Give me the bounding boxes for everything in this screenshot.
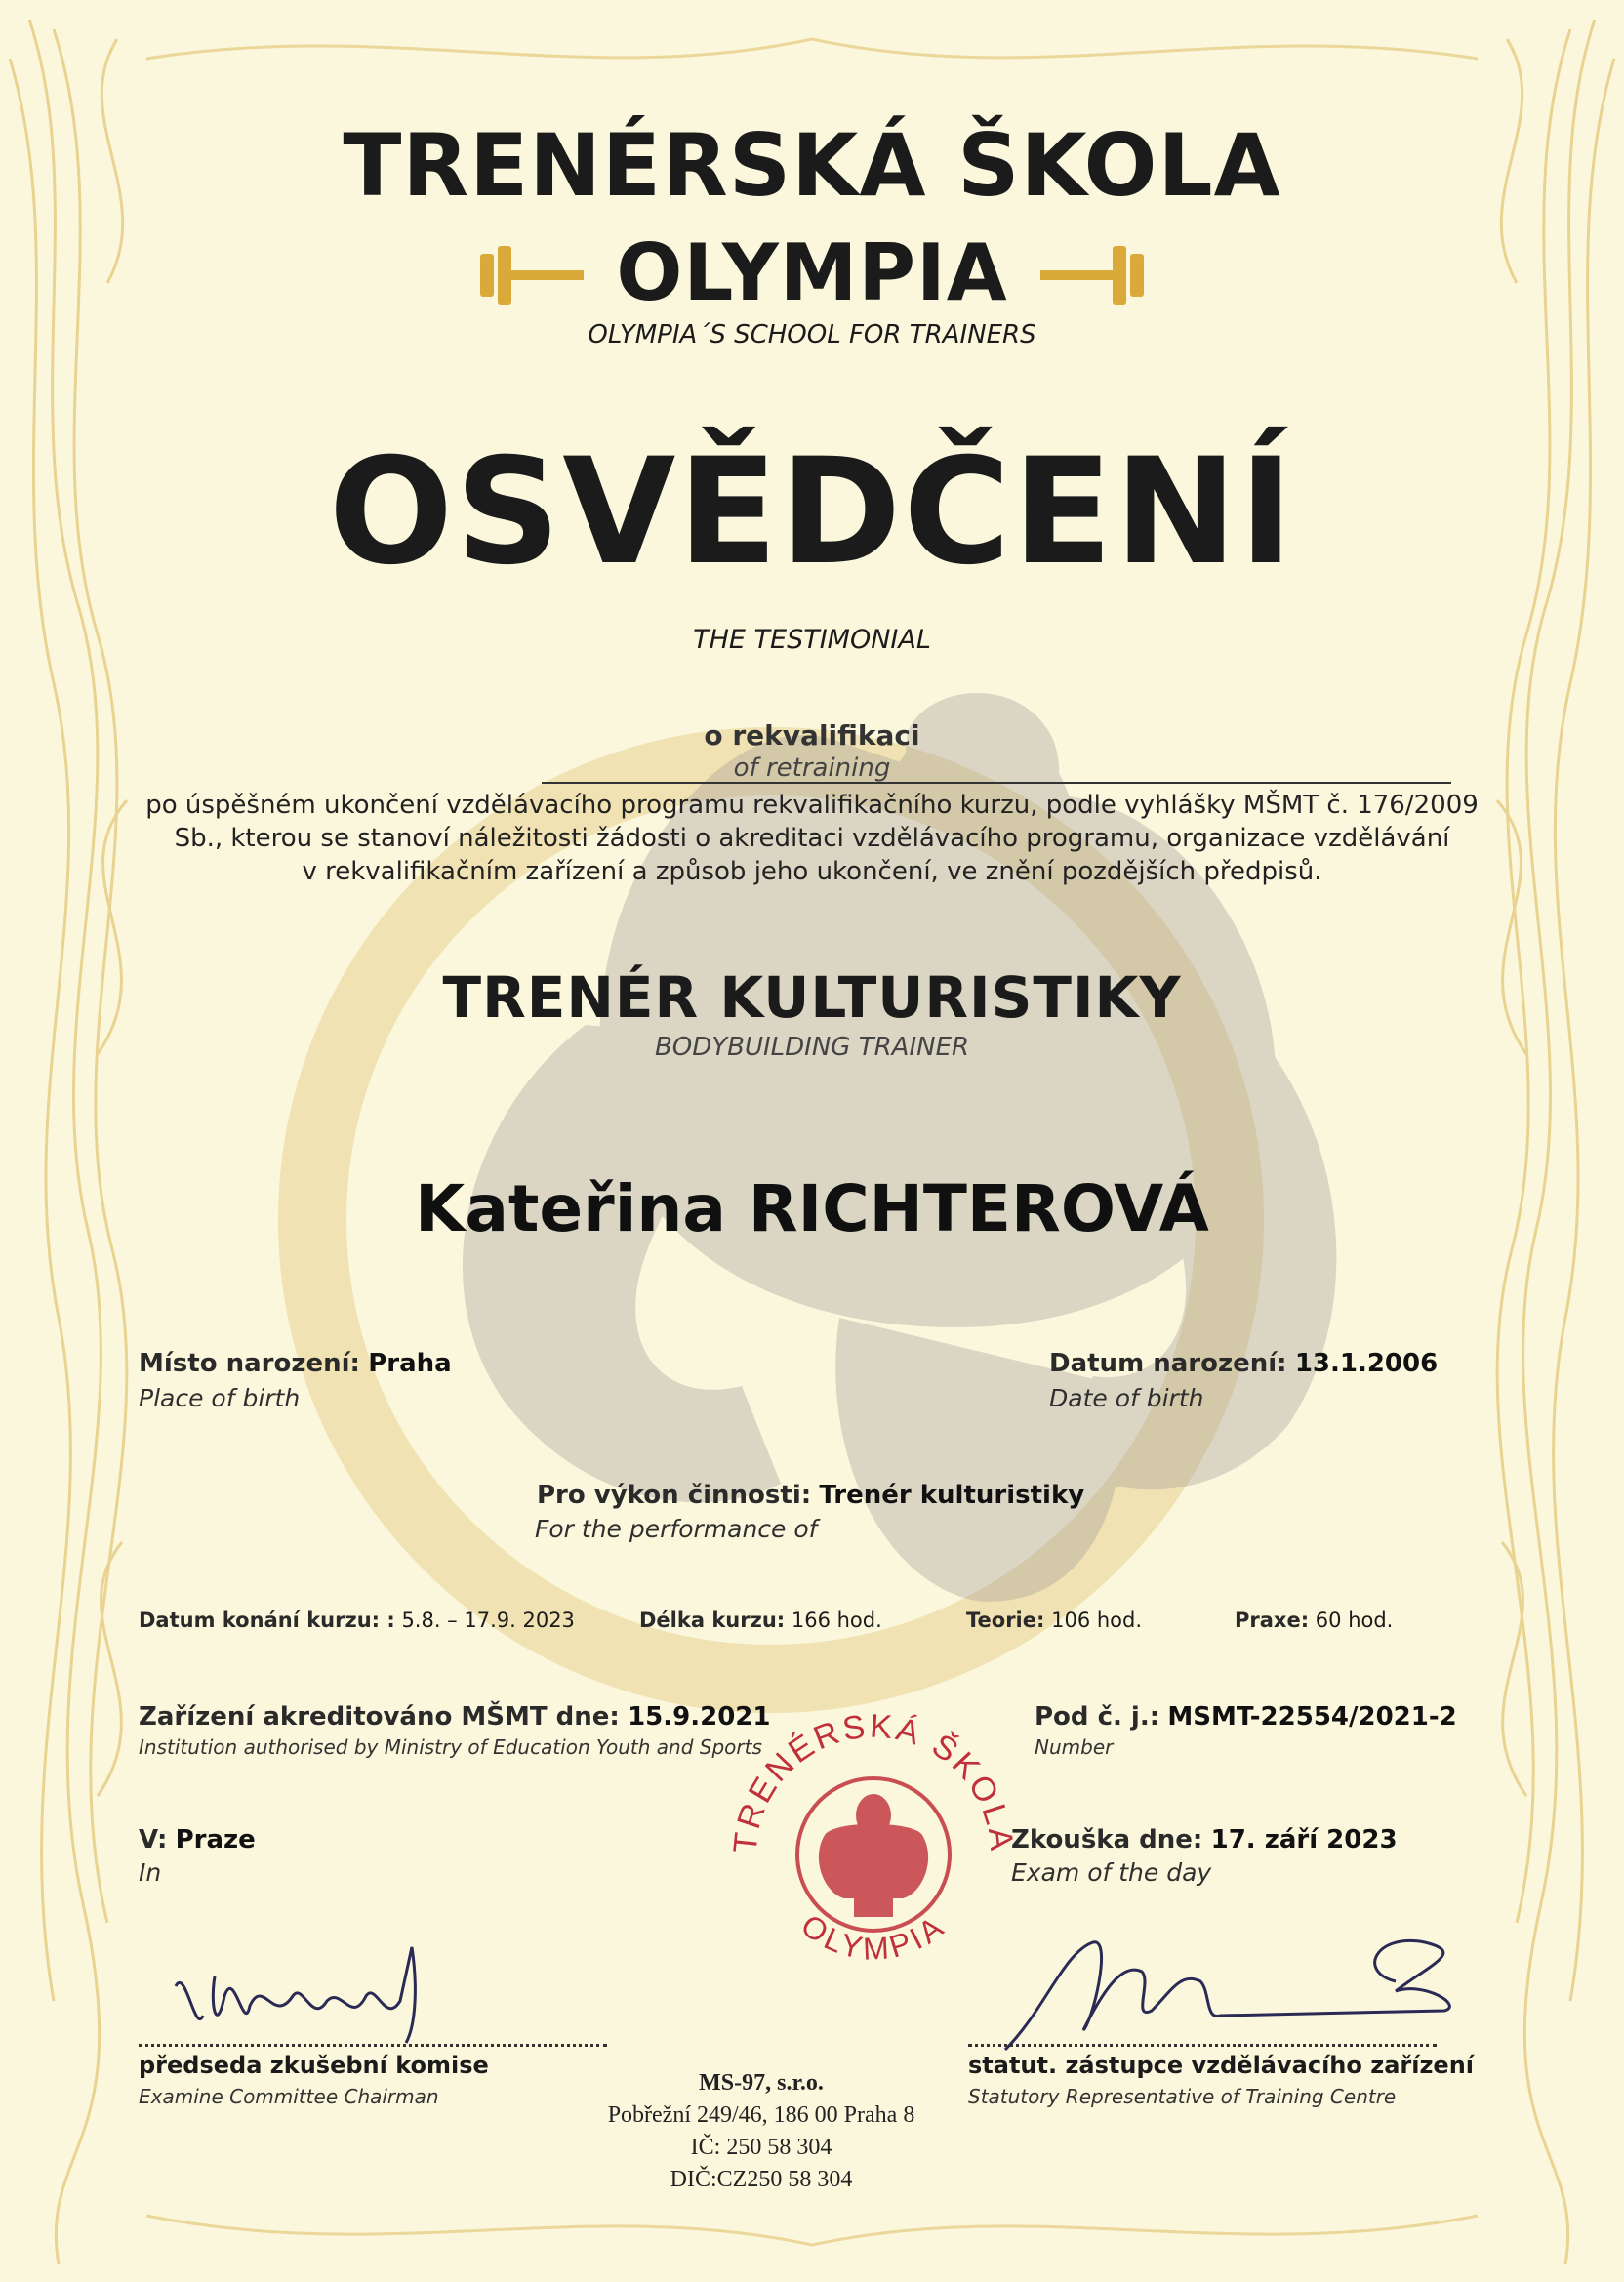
course-dates-label: Datum konání kurzu: : <box>139 1609 395 1632</box>
holder-name: Kateřina RICHTEROVÁ <box>415 1171 1209 1246</box>
accreditation-label-english: Institution authorised by Ministry of Education Youth and Sports <box>139 1735 762 1759</box>
representative-signature-line <box>968 2044 1437 2047</box>
company-block <box>547 2067 976 2196</box>
subject-label-english: of retraining <box>733 754 891 783</box>
activity-field <box>537 1481 1084 1510</box>
qualification-title: TRENÉR KULTURISTIKY <box>442 964 1182 1031</box>
activity-label-english: For the performance of <box>535 1515 818 1543</box>
course-dates-value: 5.8. – 17.9. 2023 <box>401 1609 575 1632</box>
school-name: TRENÉRSKÁ ŠKOLA <box>343 115 1281 216</box>
accreditation-field <box>139 1702 770 1732</box>
birthdate-label: Datum narození: <box>1049 1349 1287 1378</box>
subject-divider <box>542 782 1451 784</box>
company-dic: DIČ:CZ250 58 304 <box>670 2167 853 2192</box>
course-practice <box>1235 1609 1393 1632</box>
reference-number-field <box>1035 1702 1457 1732</box>
course-practice-label: Praxe: <box>1235 1609 1310 1632</box>
course-length-value: 166 hod. <box>791 1609 882 1632</box>
course-length <box>639 1609 882 1632</box>
brand-name: OLYMPIA <box>616 227 1008 318</box>
chairman-title: předseda zkušební komise <box>139 2052 489 2079</box>
course-dates <box>139 1609 575 1632</box>
accreditation-label: Zařízení akreditováno MŠMT dne: <box>139 1702 620 1732</box>
birthdate-label-english: Date of birth <box>1049 1384 1204 1412</box>
birthdate-value: 13.1.2006 <box>1294 1349 1439 1378</box>
chairman-signature-icon <box>156 1928 468 2055</box>
place-field <box>139 1825 256 1854</box>
subject-label: o rekvalifikaci <box>704 719 920 752</box>
representative-title: statut. zástupce vzdělávacího zařízení <box>968 2052 1475 2079</box>
place-label: V: <box>139 1825 168 1854</box>
accreditation-date: 15.9.2021 <box>628 1702 771 1732</box>
certificate-body <box>98 789 1526 888</box>
birthplace-label-english: Place of birth <box>139 1384 301 1412</box>
right-dumbbell-icon <box>1040 246 1148 305</box>
certificate-title-english: THE TESTIMONIAL <box>693 625 931 655</box>
chairman-title-english: Examine Committee Chairman <box>139 2085 439 2108</box>
birthplace-value: Praha <box>368 1349 452 1378</box>
place-label-english: In <box>139 1858 162 1887</box>
stamp-figure-group <box>819 1794 928 1917</box>
course-theory-label: Teorie: <box>966 1609 1045 1632</box>
school-stamp-icon <box>717 1689 1030 2001</box>
place-value: Praze <box>175 1825 256 1854</box>
activity-label: Pro výkon činnosti: <box>537 1481 812 1510</box>
body-line: Sb., kterou se stanoví náležitosti žádosti o akreditaci vzdělávacího programu, organizace vzdělávání <box>174 824 1450 853</box>
birthplace-label: Místo narození: <box>139 1349 360 1378</box>
certificate-title: OSVĚDČENÍ <box>328 428 1296 597</box>
qualification-title-english: BODYBUILDING TRAINER <box>654 1033 970 1062</box>
company-ic: IČ: 250 58 304 <box>690 2135 832 2160</box>
exam-date-field <box>1011 1825 1398 1854</box>
school-name-english: OLYMPIA´S SCHOOL FOR TRAINERS <box>588 320 1036 349</box>
company-name: MS-97, s.r.o. <box>699 2070 824 2096</box>
reference-number-label: Pod č. j.: <box>1035 1702 1160 1732</box>
chairman-signature-line <box>139 2044 607 2047</box>
stamp-bottom-text-path: OLYMPIA <box>794 1907 953 1967</box>
representative-title-english: Statutory Representative of Training Centre <box>968 2085 1397 2108</box>
body-line: po úspěšném ukončení vzdělávacího programu rekvalifikačního kurzu, podle vyhlášky MŠMT č. 176/2009 <box>145 791 1479 820</box>
reference-number-value: MSMT-22554/2021-2 <box>1167 1702 1457 1732</box>
left-dumbbell-icon <box>476 246 584 305</box>
exam-date-label: Zkouška dne: <box>1011 1825 1203 1854</box>
brand-row <box>0 224 1624 322</box>
course-theory-value: 106 hod. <box>1051 1609 1143 1632</box>
course-length-label: Délka kurzu: <box>639 1609 786 1632</box>
activity-value: Trenér kulturistiky <box>819 1481 1085 1510</box>
stamp-top-text-path: TRENÉRSKÁ ŠKOLA <box>726 1707 1021 1855</box>
course-practice-value: 60 hod. <box>1315 1609 1394 1632</box>
birthplace-field <box>139 1349 452 1378</box>
course-theory <box>966 1609 1142 1632</box>
reference-number-label-english: Number <box>1035 1735 1114 1759</box>
birthdate-field <box>1049 1349 1438 1378</box>
company-address: Pobřežní 249/46, 186 00 Praha 8 <box>607 2102 915 2128</box>
exam-date-value: 17. září 2023 <box>1210 1825 1398 1854</box>
body-line: v rekvalifikačním zařízení a způsob jeho ukončení, ve znění pozdějších předpisů. <box>302 857 1322 886</box>
exam-date-label-english: Exam of the day <box>1011 1858 1212 1887</box>
